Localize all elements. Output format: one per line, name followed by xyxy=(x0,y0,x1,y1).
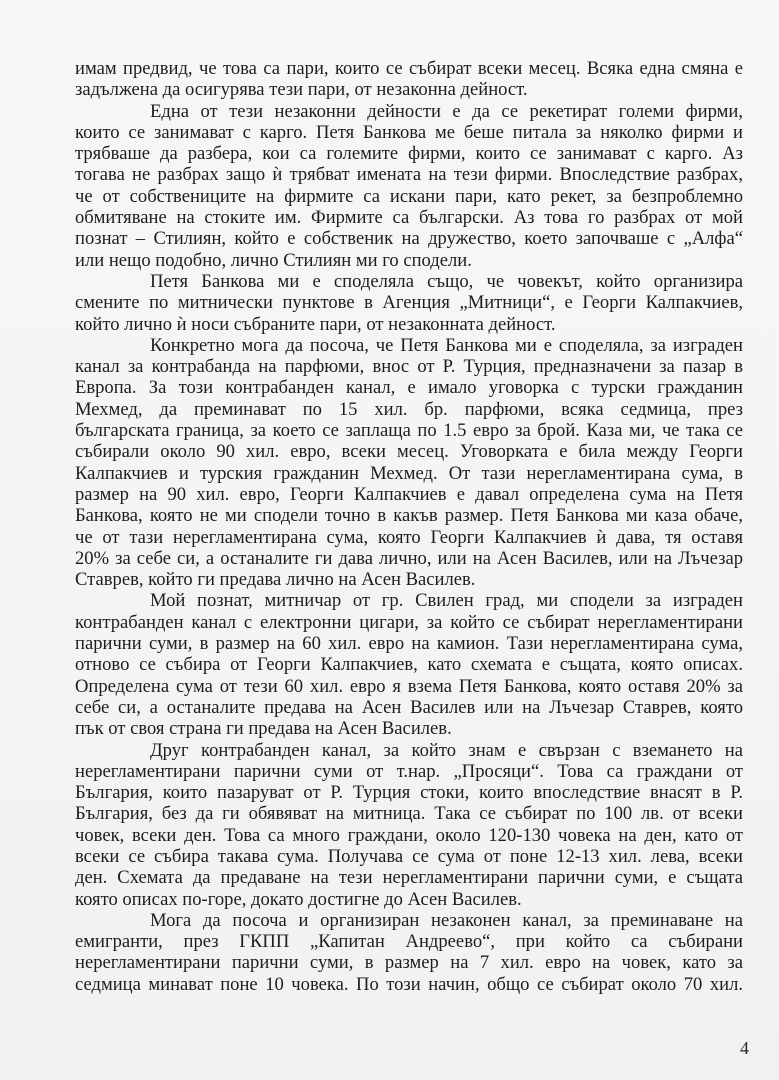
text-line: събирали около 90 хил. евро, всеки месец. Уговорката е била между Георги xyxy=(75,441,743,463)
text-line: тогава не разбрах защо ѝ трябват имената на тези фирми. Впоследствие разбрах, xyxy=(75,164,743,186)
text-line: трябваше да разбера, кои са големите фирми, които се занимават с карго. Аз xyxy=(75,143,743,165)
text-line: отново се събира от Георги Калпакчиев, като схемата е същата, която описах. xyxy=(75,654,743,676)
text-line: че от собствениците на фирмите са искани пари, като рекет, за безпроблемно xyxy=(75,185,743,207)
text-line: България, без да ги обявяват на митница. Така се събират по 100 лв. от всеки xyxy=(75,803,743,825)
text-line: седмица минават поне 10 човека. По този начин, общо се събират около 70 хил. xyxy=(75,973,743,995)
text-line: Европа. За този контрабанден канал, е имало уговорка с турски гражданин xyxy=(75,377,743,399)
text-line: Конкретно мога да посоча, че Петя Банкова ми е споделяла, за изграден xyxy=(150,334,743,356)
text-line: нерегламентирани парични суми, в размер на 7 хил. евро на човек, като за xyxy=(75,952,743,974)
text-line: обмитяване на стоките им. Фирмите са български. Аз това го разбрах от мой xyxy=(75,207,743,229)
text-line: канал за контрабанда на парфюми, внос от Р. Турция, предназначени за пазар в xyxy=(75,356,743,378)
text-line: познат – Стилиян, който е собственик на дружество, което започваше с „Алфа“ xyxy=(75,228,743,250)
text-line: Ставрев, който ги предава лично на Асен Василев. xyxy=(75,569,476,591)
text-line: пък от своя страна ги предава на Асен Василев. xyxy=(75,718,452,740)
text-line: Друг контрабанден канал, за който знам е свързан с вземането на xyxy=(150,739,743,761)
text-line: емигранти, през ГКПП „Капитан Андреево“, при който са събирани xyxy=(75,931,743,953)
text-line: смените по митнически пунктове в Агенция „Митници“, е Георги Калпакчиев, xyxy=(75,292,743,314)
text-line: размер на 90 хил. евро, Георги Калпакчиев е давал определена сума на Петя xyxy=(75,483,743,505)
text-line: Калпакчиев и турския гражданин Мехмед. От тази нерегламентирана сума, в xyxy=(75,462,743,484)
text-line: Банкова, която не ми сподели точно в какъв размер. Петя Банкова ми каза обаче, xyxy=(75,505,743,527)
text-line: които се занимават с карго. Петя Банкова ме беше питала за няколко фирми и xyxy=(75,121,743,143)
text-line: който лично ѝ носи събраните пари, от незаконната дейност. xyxy=(75,313,556,335)
text-line: нерегламентирани парични суми от т.нар. „Просяци“. Това са граждани от xyxy=(75,760,743,782)
text-line: българската граница, за което се заплаща по 1.5 евро за брой. Каза ми, че така се xyxy=(75,420,743,442)
text-line: всеки се събира такава сума. Получава се сума от поне 12-13 хил. лева, всеки xyxy=(75,845,743,867)
text-line: ден. Схемата да предаване на тези нерегламентирани парични суми, е същата xyxy=(75,867,743,889)
text-line: Определена сума от тези 60 хил. евро я взема Петя Банкова, която оставя 20% за xyxy=(75,675,743,697)
text-line: че от тази нерегламентирана сума, която Георги Калпакчиев ѝ дава, тя оставя xyxy=(75,526,743,548)
text-line: Мога да посоча и организиран незаконен канал, за преминаване на xyxy=(150,909,743,931)
text-line: която описах по-горе, докато достигне до Асен Василев. xyxy=(75,888,522,910)
text-line: 20% за себе си, а останалите ги дава лично, или на Асен Василев, или на Лъчезар xyxy=(75,547,743,569)
page-number: 4 xyxy=(740,1038,749,1058)
text-line: имам предвид, че това са пари, които се събират всеки месец. Всяка една смяна е xyxy=(75,58,743,79)
text-line: контрабанден канал с електронни цигари, за който се събират нерегламентирани xyxy=(75,611,743,633)
text-line: човек, всеки ден. Това са много граждани, около 120-130 човека на ден, като от xyxy=(75,824,743,846)
text-line: себе си, а останалите предава на Асен Василев или на Лъчезар Ставрев, която xyxy=(75,696,743,718)
document-body xyxy=(75,58,743,995)
text-line: Петя Банкова ми е споделяла също, че човекът, който организира xyxy=(150,270,743,292)
text-line: Една от тези незаконни дейности е да се рекетират големи фирми, xyxy=(150,100,743,122)
text-line: парични суми, в размер на 60 хил. евро на камион. Тази нерегламентирана сума, xyxy=(75,633,743,655)
text-line: задължена да осигурява тези пари, от незаконна дейност. xyxy=(75,79,528,101)
text-line: Мехмед, да преминават по 15 хил. бр. парфюми, всяка седмица, през xyxy=(75,398,743,420)
text-line: Мой познат, митничар от гр. Свилен град, ми сподели за изграден xyxy=(150,590,743,612)
text-line: или нещо подобно, лично Стилиян ми го сподели. xyxy=(75,249,472,271)
text-line: България, които пазаруват от Р. Турция стоки, които впоследствие внасят в Р. xyxy=(75,782,743,804)
